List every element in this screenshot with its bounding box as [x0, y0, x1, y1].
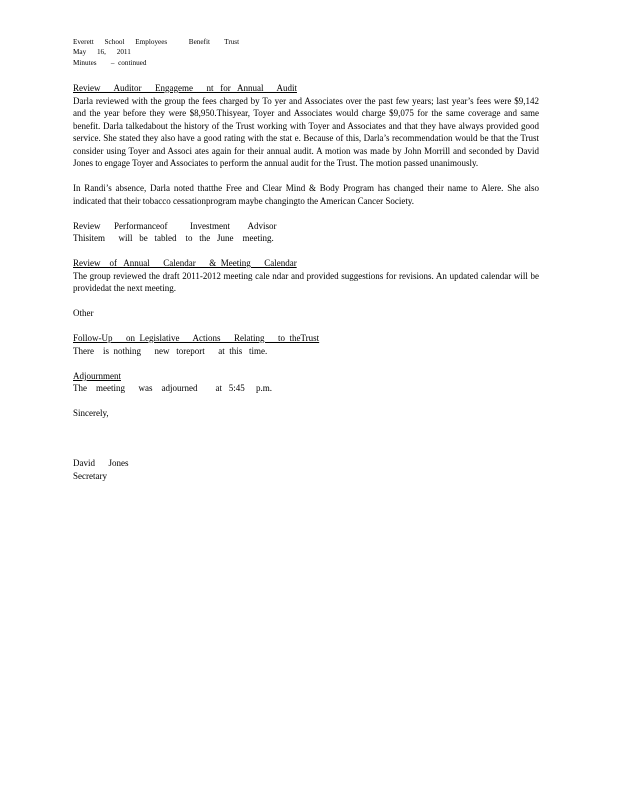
header-trust-name: Everett School Employees Benefit Trust — [73, 38, 240, 46]
section-body-adjournment: The meeting was adjourned at 5:45 p.m. — [73, 383, 272, 393]
section-annual-calendar — [73, 257, 539, 295]
section-randi-absence — [73, 182, 539, 207]
section-heading-adjournment: Adjournment — [73, 370, 121, 381]
section-heading-followup: Follow-Up on Legislative Actions Relating to theTrust — [73, 333, 320, 343]
section-label-other: Other — [73, 308, 94, 318]
section-body-investment: Thisitem will be tabled to the June meeting. — [73, 233, 274, 243]
section-auditor-engagement — [73, 82, 539, 170]
section-heading-auditor: Review Auditor Engageme nt for Annual Audit — [73, 83, 297, 93]
header-date: May 16, 2011 — [73, 48, 131, 57]
document-header — [73, 37, 373, 68]
section-investment-advisor — [73, 220, 539, 245]
section-body-calendar: The group reviewed the draft 2011-2012 meeting cale ndar and provided suggestions for revisions. An updated calendar will be providedat the next meeting. — [73, 270, 539, 293]
section-body-randi: In Randi’s absence, Darla noted thatthe Free and Clear Mind & Body Program has changed their name to Alere. She also indicated that their tobacco cessationprogram maybe changingto the American Cancer Society. — [73, 183, 539, 206]
signer-name: David Jones — [73, 458, 129, 468]
closing-block — [73, 407, 539, 482]
section-body-auditor: Darla reviewed with the group the fees charged by To yer and Associates over the past few years; last year’s fees were $9,142 and the year before they were $8,950.Thisyear, Toyer and Associates would charge $9,075 for the same coverage and same benefit. Darla talkedabout the history of the Trust working with Toyer and Associates and that they have always provided good service. She stated they also have a good rating with the stat e. Because of this, Darla’s recommendation would be that the Trust consider using Toyer and Associ ates again for their annual audit. A motion was made by John Morrill and seconded by David Jones to engage Toyer and Associates to perform the annual audit for the Trust. The motion passed unanimously. — [73, 95, 539, 168]
header-minutes-label: Minutes – continued — [73, 58, 147, 67]
section-legislative-followup — [73, 332, 539, 357]
closing-salutation: Sincerely, — [73, 408, 109, 418]
document-body — [73, 82, 539, 495]
section-heading-calendar: Review of Annual Calendar & Meeting Calendar — [73, 258, 297, 268]
signer-title: Secretary — [73, 470, 107, 481]
section-other — [73, 307, 539, 320]
section-heading-investment: Review Performanceof Investment Advisor — [73, 220, 277, 231]
signature-space — [73, 420, 539, 458]
section-body-followup: There is nothing new toreport at this time. — [73, 345, 268, 356]
section-adjournment — [73, 370, 539, 395]
